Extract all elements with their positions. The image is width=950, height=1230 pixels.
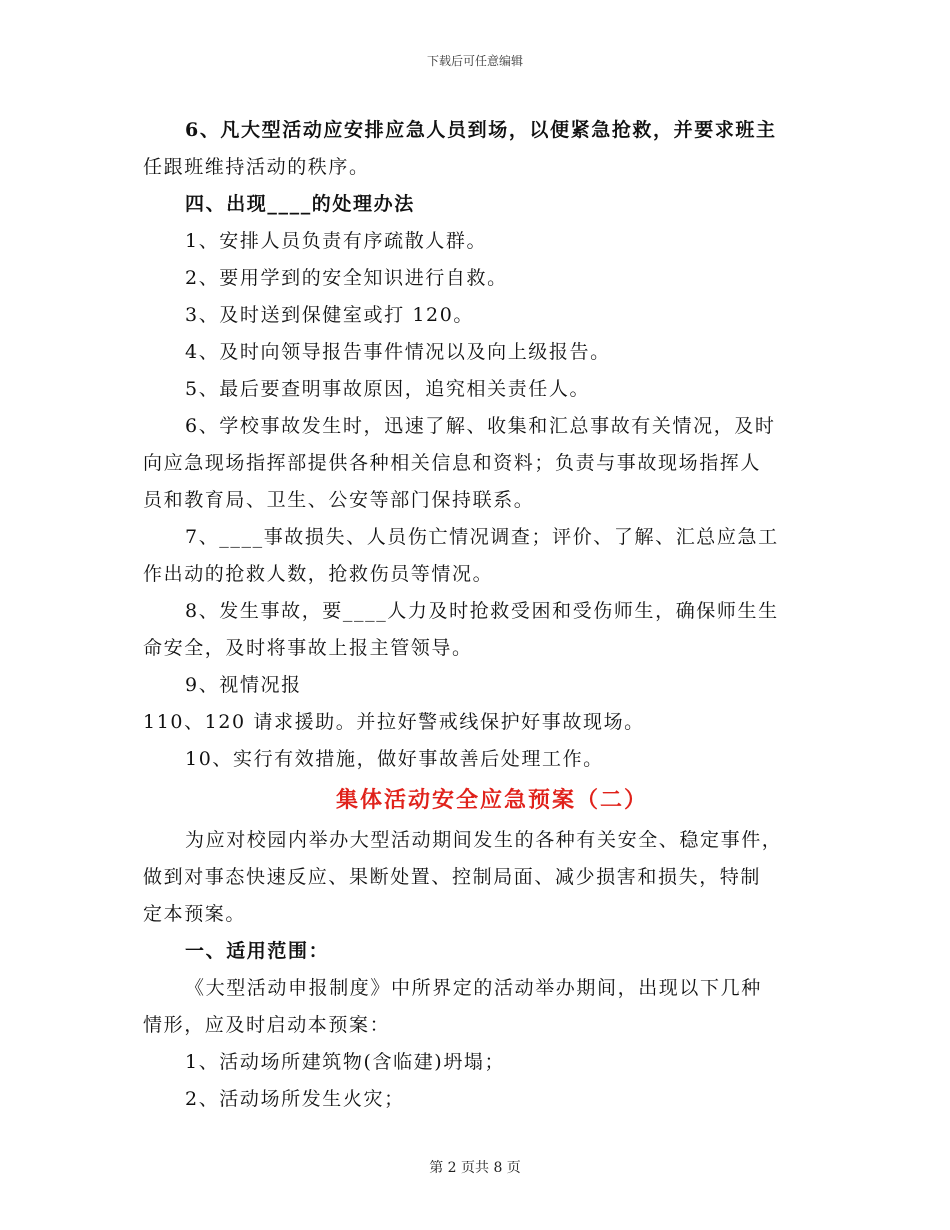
list-item: 9、视情况报 <box>185 674 302 696</box>
list-item: 1、活动场所建筑物(含临建)坍塌； <box>185 1051 506 1073</box>
paragraph-line: 做到对事态快速反应、果断处置、控制局面、减少损害和损失，特制 <box>143 866 762 888</box>
paragraph-line: 情形，应及时启动本预案： <box>143 1014 391 1036</box>
paragraph-line: 任跟班维持活动的秩序。 <box>143 156 370 178</box>
paragraph-line: 《大型活动申报制度》中所界定的活动举办期间，出现以下几种 <box>185 977 762 999</box>
list-item: 10、实行有效措施，做好事故善后处理工作。 <box>185 748 604 770</box>
document-body <box>143 112 811 1118</box>
list-item: 5、最后要查明事故原因，追究相关责任人。 <box>185 378 591 400</box>
list-item: 6、学校事故发生时，迅速了解、收集和汇总事故有关情况，及时 <box>185 415 776 437</box>
section-heading: 一、适用范围： <box>185 940 330 962</box>
list-item: 2、要用学到的安全知识进行自救。 <box>185 267 508 289</box>
paragraph-line: 为应对校园内举办大型活动期间发生的各种有关安全、稳定事件， <box>185 829 783 851</box>
paragraph-line: 向应急现场指挥部提供各种相关信息和资料；负责与事故现场指挥人 <box>143 452 762 474</box>
paragraph-line: 命安全，及时将事故上报主管领导。 <box>143 637 473 659</box>
list-item: 1、安排人员负责有序疏散人群。 <box>185 230 488 252</box>
list-item: 7、____事故损失、人员伤亡情况调查；评价、了解、汇总应急工 <box>185 526 779 548</box>
paragraph-line: 定本预案。 <box>143 903 247 925</box>
list-item: 8、发生事故，要____人力及时抢救受困和受伤师生，确保师生生 <box>185 600 779 622</box>
paragraph-line: 作出动的抢救人数，抢救伤员等情况。 <box>143 563 494 585</box>
paragraph-line: 110、120 请求援助。并拉好警戒线保护好事故现场。 <box>143 711 645 733</box>
page-footer: 第 2 页共 8 页 <box>429 1160 521 1176</box>
section-title: 集体活动安全应急预案（二） <box>335 787 648 813</box>
section-heading: 四、出现____的处理办法 <box>185 193 415 215</box>
page-header: 下载后可任意编辑 <box>426 54 523 68</box>
paragraph-line: 6、凡大型活动应安排应急人员到场，以便紧急抢救，并要求班主 <box>185 119 777 141</box>
paragraph-line: 员和教育局、卫生、公安等部门保持联系。 <box>143 489 535 511</box>
list-item: 2、活动场所发生火灾； <box>185 1088 405 1110</box>
list-item: 3、及时送到保健室或打 120。 <box>185 304 474 326</box>
list-item: 4、及时向领导报告事件情况以及向上级报告。 <box>185 341 611 363</box>
